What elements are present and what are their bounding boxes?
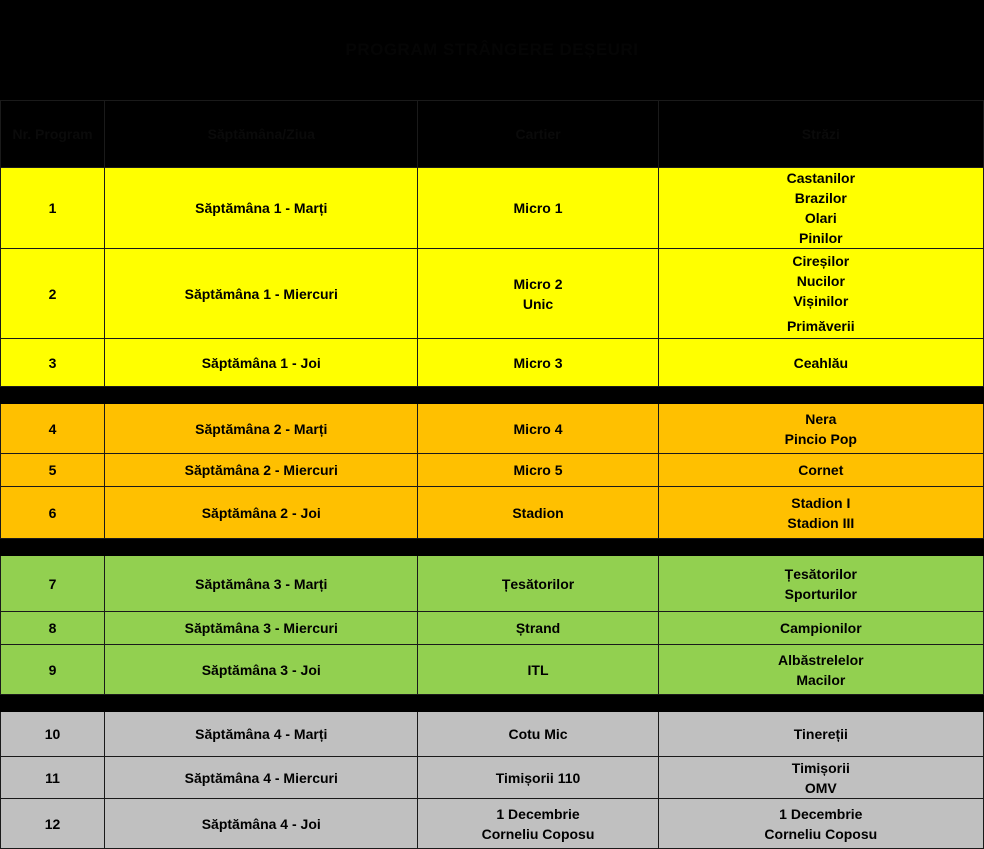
street-line: Cireșilor — [792, 253, 850, 269]
cartier-line: Timișorii 110 — [495, 769, 581, 786]
cell-strazi — [658, 168, 983, 249]
cell-cartier — [418, 249, 658, 339]
header-strazi: Străzi — [658, 101, 983, 168]
cartier-line: Unic — [522, 295, 554, 312]
cell-cartier — [418, 556, 658, 612]
table-row — [1, 168, 984, 249]
page-title: PROGRAM STRÂNGERE DEȘEURI — [345, 40, 639, 59]
cell-strazi — [658, 339, 983, 387]
header-cartier: Cartier — [418, 101, 658, 168]
table-row — [1, 645, 984, 695]
cartier-line: Micro 3 — [513, 354, 563, 371]
cartier-line: ITL — [527, 661, 549, 678]
street-line: Ceahlău — [793, 354, 849, 371]
cell-nr: 1 — [1, 168, 105, 249]
cell-day: Săptămâna 2 - Joi — [105, 487, 418, 539]
cell-day: Săptămâna 1 - Marți — [105, 168, 418, 249]
cell-cartier — [418, 799, 658, 849]
cell-cartier — [418, 757, 658, 799]
cell-day: Săptămâna 4 - Joi — [105, 799, 418, 849]
street-line: Nucilor — [796, 273, 845, 289]
street-line: Cornet — [798, 462, 844, 478]
separator-row — [1, 387, 984, 404]
separator-row — [1, 695, 984, 712]
street-line: Nera — [805, 410, 837, 427]
cell-day: Săptămâna 2 - Miercuri — [105, 454, 418, 487]
schedule-table — [0, 100, 984, 849]
street-line: OMV — [804, 779, 837, 796]
street-line: Campionilor — [779, 620, 862, 636]
cartier-line: Micro 4 — [513, 420, 563, 437]
cartier-line: Țesătorilor — [501, 575, 575, 592]
cell-strazi — [658, 645, 983, 695]
cell-strazi — [658, 757, 983, 799]
cell-strazi — [658, 487, 983, 539]
street-line: Brazilor — [794, 190, 847, 206]
cell-nr: 8 — [1, 612, 105, 645]
header-row — [1, 101, 984, 168]
cell-day: Săptămâna 1 - Joi — [105, 339, 418, 387]
cell-day: Săptămâna 4 - Marți — [105, 712, 418, 757]
cartier-line: Micro 1 — [513, 200, 563, 216]
cell-nr: 9 — [1, 645, 105, 695]
street-line: Olari — [804, 210, 837, 226]
cartier-line: Stadion — [512, 504, 564, 521]
cell-nr: 5 — [1, 454, 105, 487]
cartier-line: Micro 2 — [513, 275, 563, 292]
street-line: Pincio Pop — [784, 430, 857, 447]
table-row — [1, 454, 984, 487]
street-line: Albăstrelelor — [778, 651, 864, 668]
street-line: Castanilor — [786, 170, 856, 186]
cell-nr: 2 — [1, 249, 105, 339]
cell-cartier — [418, 712, 658, 757]
street-line: 1 Decembrie — [779, 805, 863, 822]
table-row — [1, 404, 984, 454]
street-line: Corneliu Coposu — [764, 825, 878, 842]
table-row — [1, 487, 984, 539]
cell-strazi — [658, 612, 983, 645]
table-row — [1, 249, 984, 339]
header-nr: Nr. Program — [1, 101, 105, 168]
cartier-line: Ștrand — [515, 620, 561, 636]
cartier-line: Micro 5 — [513, 462, 563, 478]
street-line: Vișinilor — [793, 293, 849, 309]
cell-nr: 12 — [1, 799, 105, 849]
table-row — [1, 612, 984, 645]
street-line: Sporturilor — [784, 585, 857, 602]
cartier-line: Cotu Mic — [508, 726, 568, 742]
table-row — [1, 799, 984, 849]
cell-nr: 10 — [1, 712, 105, 757]
street-line: Stadion I — [791, 494, 851, 511]
cell-day: Săptămâna 3 - Miercuri — [105, 612, 418, 645]
table-row — [1, 556, 984, 612]
cell-day: Săptămâna 2 - Marți — [105, 404, 418, 454]
cell-strazi — [658, 454, 983, 487]
cell-nr: 4 — [1, 404, 105, 454]
cell-cartier — [418, 339, 658, 387]
cell-day: Săptămâna 4 - Miercuri — [105, 757, 418, 799]
header-day: Săptămâna/Ziua — [105, 101, 418, 168]
cell-day: Săptămâna 3 - Joi — [105, 645, 418, 695]
cell-nr: 3 — [1, 339, 105, 387]
cell-day: Săptămâna 1 - Miercuri — [105, 249, 418, 339]
cell-strazi — [658, 712, 983, 757]
cell-nr: 11 — [1, 757, 105, 799]
cell-cartier — [418, 645, 658, 695]
street-line: Pinilor — [799, 230, 843, 246]
cell-cartier — [418, 612, 658, 645]
street-line: Timișorii — [791, 759, 850, 776]
street-line: Tinereții — [793, 726, 848, 742]
street-line: Macilor — [796, 671, 846, 688]
cell-day: Săptămâna 3 - Marți — [105, 556, 418, 612]
cell-strazi — [658, 249, 983, 339]
cell-cartier — [418, 487, 658, 539]
cell-nr: 6 — [1, 487, 105, 539]
cartier-line: Corneliu Coposu — [481, 825, 595, 842]
cell-cartier — [418, 454, 658, 487]
cell-strazi — [658, 556, 983, 612]
street-line: Țesătorilor — [784, 565, 857, 582]
cell-cartier — [418, 168, 658, 249]
cell-cartier — [418, 404, 658, 454]
cell-strazi — [658, 404, 983, 454]
table-row — [1, 757, 984, 799]
cell-strazi — [658, 799, 983, 849]
street-line: Primăverii — [786, 318, 855, 334]
table-row — [1, 339, 984, 387]
separator-row — [1, 539, 984, 556]
cell-nr: 7 — [1, 556, 105, 612]
cartier-line: 1 Decembrie — [496, 805, 580, 822]
street-line: Stadion III — [787, 514, 855, 531]
table-row — [1, 712, 984, 757]
